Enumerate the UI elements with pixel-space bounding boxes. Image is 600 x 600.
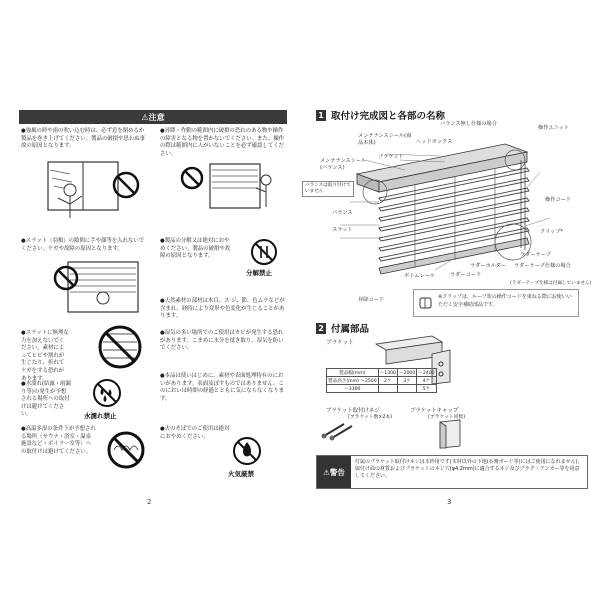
warning-label: ⚠警告 <box>317 456 351 488</box>
label-operation-unit: 操作ユニット <box>538 125 569 131</box>
table-cell: 〜3300 <box>327 385 379 393</box>
page-number-right: 3 <box>447 498 452 506</box>
screw-illustration <box>320 418 360 440</box>
caution-item-7: ●湿気の多い場所でのご使用はカビが発生する恐れがあります。こまめに水分を拭き取り、湿気を防いでください。 <box>160 330 284 352</box>
bracket-caption: ブラケット <box>326 340 354 346</box>
label-ladder-holder: ラダーホルダー <box>470 263 507 269</box>
label-balance-note: バランスは取り付けていません <box>305 183 351 194</box>
table-header-cell: 〜2000 <box>398 370 416 376</box>
label-ladder-tape-case: ラダーテープ仕様の場合 <box>514 263 571 269</box>
clip-note-text: ※クリップは、ループ状の操作コードを束ねる際にお使いいただく安全補助部品です。 <box>438 294 572 308</box>
no-fire-icon <box>232 436 262 466</box>
window-storm-illustration <box>40 160 140 230</box>
section-2-header <box>316 321 369 335</box>
label-balance-none: バランス無し仕様の場合 <box>440 121 497 127</box>
label-slat: スラット <box>332 227 353 233</box>
caution-item-3: ●スラット（羽根）の隙間に手や顔等を入れないでください。ケガや故障の原因となります。 <box>21 238 145 252</box>
disassembly-prohibited-icon <box>250 238 278 266</box>
caution-item-1: ●強風の時や雨の吹い込む時は、必ず窓を閉めるか製品を巻き上げてください。製品の破損や思わぬ事故の原因となります。 <box>21 128 145 150</box>
table-cell: 5ケ <box>417 385 436 393</box>
section-1-header <box>316 108 445 122</box>
screw-caption: ブラケット取付けネジ <box>326 408 380 414</box>
high-temperature-prohibited-illustration <box>104 428 149 473</box>
warning-box <box>316 455 588 489</box>
clip-icon <box>418 295 434 311</box>
section-2-number: 2 <box>316 323 326 334</box>
disassembly-prohibited-label: 分解禁止 <box>246 269 272 277</box>
clip-note-box <box>413 289 579 317</box>
force-prohibited-illustration <box>95 322 145 372</box>
label-bracket: ブラケット <box>378 154 404 160</box>
label-head-box: ヘッドボックス <box>416 139 453 145</box>
label-ladder-tape-note: (ラダーテープ仕様は付属していません) <box>510 281 592 286</box>
warning-text: 付属のブラケット取付けネジは木枠用です(木材以外の下地(石膏ボード等)にはご使用になれません)。取付け面の材質およびブラケットのネジ穴(φ4.2mm)に適合するネジ及びプラグ・アンカー等を用意してください。 <box>355 459 583 479</box>
table-cell: 4ケ <box>417 377 436 385</box>
caution-header: ⚠注意 <box>19 110 287 124</box>
table-cell: 2ケ <box>378 377 397 385</box>
operation-area-illustration <box>180 160 280 230</box>
section-2-title: 付属部品 <box>331 324 370 335</box>
caution-item-2: ●昇降・作動の範囲内に破損の恐れのある物や操作の障害となる物を置かないでください。また、操作の際は範囲内に人がいないことを必ず確認してください。 <box>160 128 284 157</box>
caution-item-6: ●スラットに無理な力を加えないでください。素材によってヒビや割れが生じたり、折れてケガをする恐れがあります。 <box>21 330 69 382</box>
screw-count: (ブラケット数×2本) <box>348 415 393 420</box>
caution-item-5: ●天然素材の部材は木目、ス ジ、節、色ムラなどが含まれ、経時により変形や色変化が生じることがあります。 <box>160 298 285 320</box>
table-cell <box>378 385 397 393</box>
no-water-icon <box>92 378 122 408</box>
label-lift-cord: 昇降コード <box>358 297 384 303</box>
label-clip: クリップ* <box>540 229 564 235</box>
table-header-cell: 〜2400 <box>418 370 435 376</box>
no-water-label: 水濡れ禁止 <box>84 412 117 420</box>
caution-item-8: ●水濡れ(結露・雨漏り等)の発生が予想される場所への取付けは避けてください。 <box>21 381 71 418</box>
page-number-left: 2 <box>147 498 152 506</box>
label-maintenance-seal-balance: メンテナンスシール(バランス) <box>320 158 367 171</box>
slat-gap-illustration <box>48 260 143 320</box>
caution-item-4: ●製品の分解又は絶対におやめください。製品の破損や故障の原因となります。 <box>160 238 231 260</box>
cap-count: (ブラケット同数) <box>428 415 466 420</box>
label-ladder-cord: ラダーコード <box>450 272 482 278</box>
caution-item-10: ●高温多湿の条件下が予想される場所（サウナ・浴室・温泉施設など・ボイラー室等）への取付けは避けてください。 <box>21 426 96 455</box>
table-header-cell: 製品幅(mm) <box>327 369 379 377</box>
caution-item-9: ●本品は使いはじめに、素材や表面処理特有のにおいがあります。表面及ぼすものではありません。このにおいは時間の経過とともに気にならなくなります。 <box>160 373 284 402</box>
balance-note-box <box>302 181 354 197</box>
bracket-count-table <box>326 368 437 393</box>
cap-caption: ブラケットキャップ <box>410 408 459 414</box>
caution-item-11: ●火のそばでのご使用は絶対におやめください。 <box>160 426 230 440</box>
table-cell: 3ケ <box>397 377 416 385</box>
table-cell <box>397 385 416 393</box>
label-operation-cord: 操作コード <box>545 197 571 203</box>
no-fire-label: 火気厳禁 <box>228 470 254 478</box>
table-cell: 製品高さ(mm) 〜2500 <box>328 378 377 384</box>
label-balance: バランス <box>332 210 353 216</box>
section-1-number: 1 <box>316 110 326 121</box>
section-1-title: 取付け完成図と各部の名称 <box>331 111 446 122</box>
label-bottom-rail: ボトムレール <box>404 273 436 279</box>
label-maintenance-seal-body: メンテナンスシール(商品本体) <box>358 133 412 146</box>
cap-illustration <box>434 418 468 450</box>
label-ladder-tape: ラダーテープ <box>520 252 551 258</box>
table-header-cell: 〜1300 <box>379 370 396 376</box>
